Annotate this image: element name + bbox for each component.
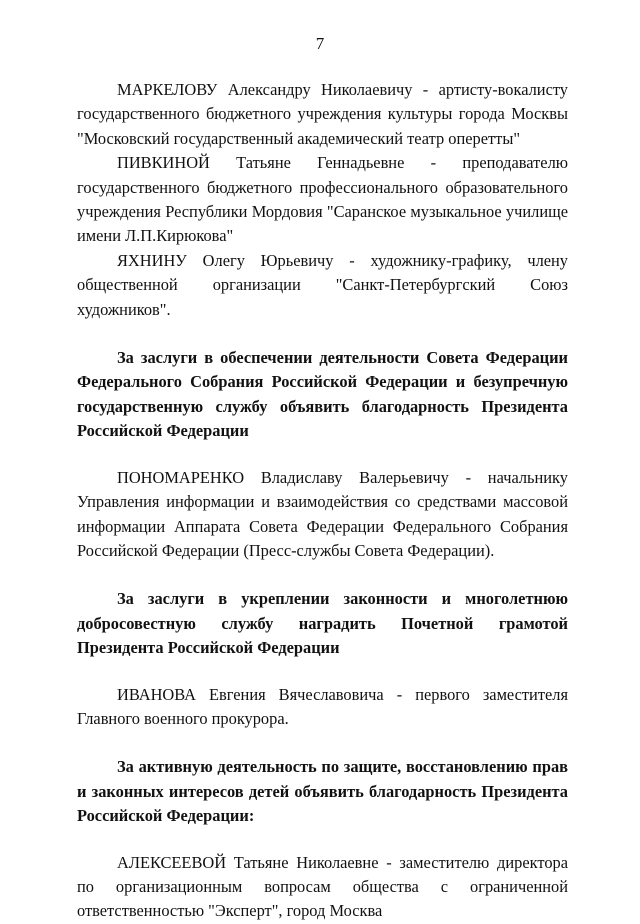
- award-heading-children-rights: За активную деятельность по защите, восстановлению прав и законных интересов детей объявить благодарность Президента Российской Федерации:: [77, 757, 568, 826]
- document-body: [77, 78, 568, 924]
- section-spacer: [77, 829, 568, 851]
- award-heading-federation-council: За заслуги в обеспечении деятельности Совета Федерации Федерального Собрания Российской Федерации и безупречную государственную службу объявить благодарность Президента Российской Федерации: [77, 348, 568, 441]
- recipient-ivanov: ИВАНОВА Евгения Вячеславовича - первого заместителя Главного военного прокурора.: [77, 684, 568, 728]
- section-spacer: [77, 444, 568, 466]
- recipient-alekseeva: АЛЕКСЕЕВОЙ Татьяне Николаевне - заместителю директора по организационным вопросам общества с ограниченной ответственностью "Эксперт", город Москва: [77, 852, 568, 921]
- section-spacer: [77, 661, 568, 683]
- section-spacer: [77, 731, 568, 755]
- recipient-pivkina: ПИВКИНОЙ Татьяне Геннадьевне - преподавателю государственного бюджетного профессионального образовательного учреждения Республики Мордовия "Саранское музыкальное училище имени Л.П.Кирюкова": [77, 153, 568, 246]
- award-heading-legality: За заслуги в укреплении законности и многолетнюю добросовестную службу наградить Почетной грамотой Президента Российской Федерации: [77, 589, 568, 658]
- page-number: 7: [315, 34, 325, 53]
- recipient-markelov: МАРКЕЛОВУ Александру Николаевичу - артисту-вокалисту государственного бюджетного учреждения культуры города Москвы "Московский государственный академический театр оперетты": [77, 80, 568, 148]
- recipient-ponomarenko: ПОНОМАРЕНКО Владиславу Валерьевичу - начальнику Управления информации и взаимодействия со средствами массовой информации Аппарата Совета Федерации Федерального Собрания Российской Федерации (Пресс-службы Совета Федерации).: [77, 467, 568, 560]
- section-spacer: [77, 322, 568, 346]
- section-spacer: [77, 563, 568, 587]
- recipient-yakhnin: ЯХНИНУ Олегу Юрьевичу - художнику-графику, члену общественной организации "Санкт-Петербургский Союз художников".: [77, 250, 568, 319]
